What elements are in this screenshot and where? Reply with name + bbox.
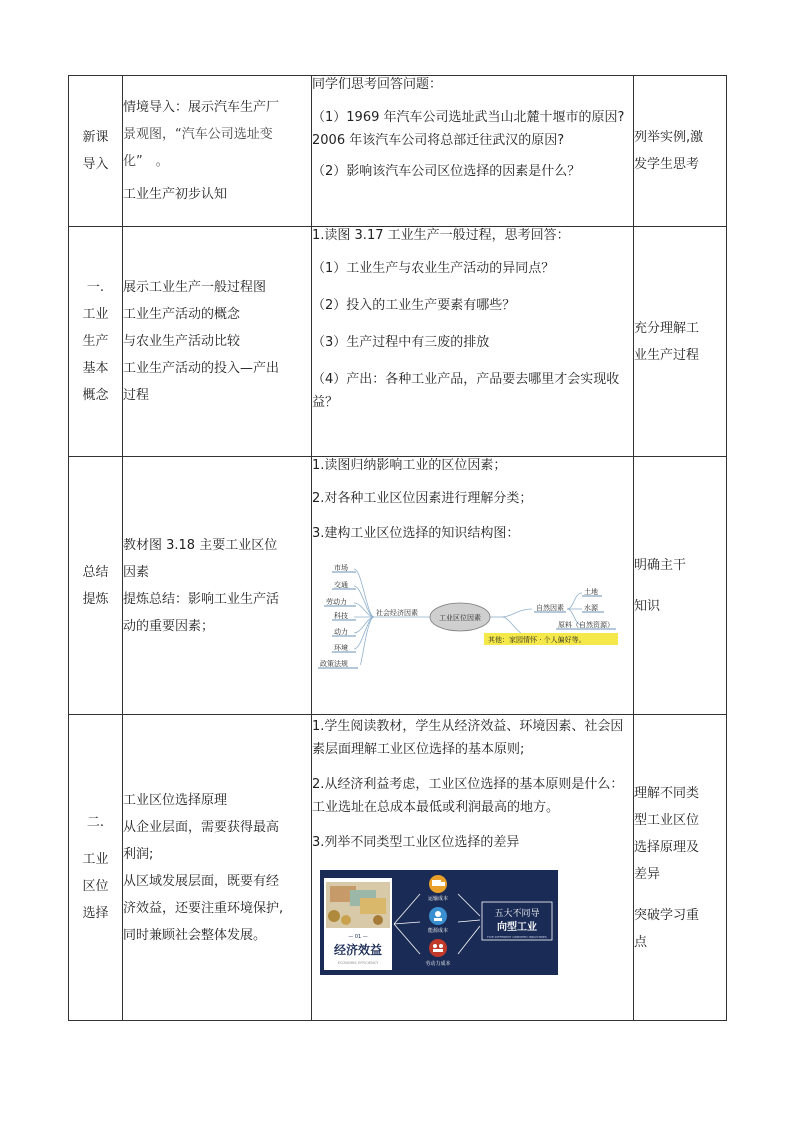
teacher-activity: 教材图 3.18 主要工业区位 因素 提炼总结：影响工业生产活 动的重要因素； <box>123 457 312 715</box>
section-cell: 新课 导入 <box>69 76 123 227</box>
svg-text:交通: 交通 <box>334 581 348 589</box>
design-intent: 充分理解工 业生产过程 <box>634 227 727 457</box>
student-activity: 1.学生阅读教材，学生从经济效益、环境因素、社会因素层面理解工业区位选择的基本原则; 2.从经济利益考虑，工业区位选择的基本原则是什么：工业选址在总成本最低或利润最高的地方。 3.列举不同类型工业区位选择的差异 — 01 — 经济效益 ECONOMIC EFFICIENCY 运输成本 能源成本 劳动力成本 五大不同导 向型工业 FIVE DIFFERENT ORIENTED INDUSTRIES <box>312 715 634 1021</box>
location-factor-mindmap <box>312 559 624 671</box>
section-cell: 总结 提炼 <box>69 457 123 715</box>
svg-text:政策法规: 政策法规 <box>320 660 348 668</box>
section-cell: 二. 工业 区位 选择 <box>69 715 123 1021</box>
row-location-choice <box>69 715 727 1021</box>
teacher-activity: 展示工业生产一般过程图 工业生产活动的概念 与农业生产活动比较 工业生产活动的投入—产出 过程 <box>123 227 312 457</box>
svg-text:FIVE DIFFERENT ORIENTED INDUST: FIVE DIFFERENT ORIENTED INDUSTRIES <box>487 935 547 939</box>
svg-text:劳动力: 劳动力 <box>326 598 347 606</box>
design-intent: 列举实例,激 发学生思考 <box>634 76 727 227</box>
lesson-plan-table <box>68 75 727 1021</box>
svg-text:能源成本: 能源成本 <box>427 928 449 934</box>
svg-text:动力: 动力 <box>334 628 348 636</box>
svg-text:社会经济因素: 社会经济因素 <box>376 609 418 617</box>
student-activity: 1.读图 3.17 工业生产一般过程，思考回答： （1）工业生产与农业生产活动的异同点？ （2）投入的工业生产要素有哪些？ （3）生产过程中有三废的排放 （4）产出：各种工业产品，产品要去哪里才会实现收益？ <box>312 227 634 457</box>
mindmap-labels <box>320 563 614 668</box>
svg-text:自然因素: 自然因素 <box>536 604 564 612</box>
svg-text:原料（自然资源）: 原料（自然资源） <box>558 621 614 629</box>
svg-text:经济效益: 经济效益 <box>333 943 383 957</box>
svg-text:五大不同导: 五大不同导 <box>494 909 540 919</box>
svg-text:土地: 土地 <box>584 588 598 596</box>
economic-efficiency-graphic <box>320 870 558 975</box>
student-activity: 同学们思考回答问题： （1）1969 年汽车公司选址武当山北麓十堰市的原因? 2006 年该汽车公司将总部迁往武汉的原因? （2）影响该汽车公司区位选择的因素是什么？ <box>312 76 634 227</box>
row-summary <box>69 457 727 715</box>
svg-text:向型工业: 向型工业 <box>497 922 537 933</box>
teacher-activity: 工业区位选择原理 从企业层面，需要获得最高 利润; 从区域发展层面，既要有经 济效益，还要注重环境保护, 同时兼顾社会整体发展。 <box>123 715 312 1021</box>
section-cell: 一. 工业 生产 基本 概念 <box>69 227 123 457</box>
svg-text:环境: 环境 <box>334 644 348 652</box>
workers-icon <box>429 939 447 957</box>
svg-text:运输成本: 运输成本 <box>427 896 449 902</box>
svg-text:其他：家园情怀 · 个人偏好等。: 其他：家园情怀 · 个人偏好等。 <box>488 636 586 644</box>
svg-text:科技: 科技 <box>334 612 348 620</box>
student-activity: 1.读图归纳影响工业的区位因素； 2.对各种工业区位因素进行理解分类； 3.建构工业区位选择的知识结构图： 市场 交通 劳动力 科技 动力 环境 政策法规 社会经济因素 工业区位因素 自然因素 土地 水源 原料（自然资源） 其他：家园情怀 · 个人偏好等。 <box>312 457 634 715</box>
svg-text:工业区位因素: 工业区位因素 <box>439 614 481 622</box>
svg-text:— 01 —: — 01 — <box>348 934 368 940</box>
design-intent: 理解不同类 型工业区位 选择原理及 差异 突破学习重 点 <box>634 715 727 1021</box>
row-concept <box>69 227 727 457</box>
teacher-activity: 情境导入：展示汽车生产厂 景观图，“汽车公司选址变 化” 。 工业生产初步认知 <box>123 76 312 227</box>
row-intro <box>69 76 727 227</box>
svg-text:劳动力成本: 劳动力成本 <box>425 961 451 967</box>
svg-text:市场: 市场 <box>334 564 348 572</box>
svg-text:ECONOMIC EFFICIENCY: ECONOMIC EFFICIENCY <box>337 961 379 965</box>
svg-text:水源: 水源 <box>584 604 598 612</box>
design-intent: 明确主干 知识 <box>634 457 727 715</box>
